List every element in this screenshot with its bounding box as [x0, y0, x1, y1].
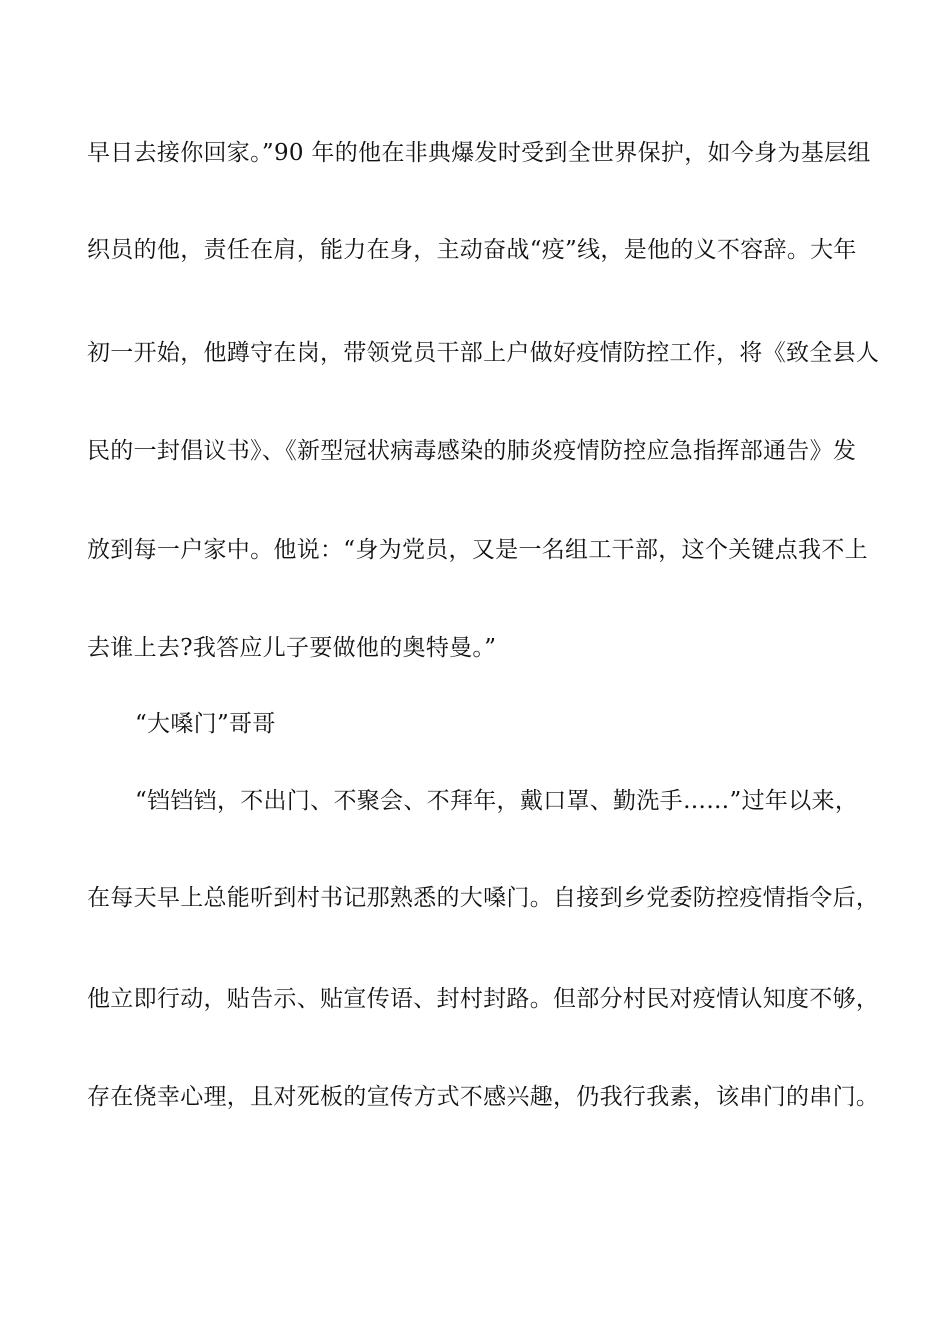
text-line: 织员的他，责任在肩，能力在身，主动奋战“疫”线，是他的义不容辞。大年: [87, 237, 857, 263]
text-line: 在每天早上总能听到村书记那熟悉的大嗓门。自接到乡党委防控疫情指令后，: [87, 885, 880, 911]
text-line: 早日去接你回家。”90 年的他在非典爆发时受到全世界保护，如今身为基层组: [87, 140, 871, 166]
section-heading: “大嗓门”哥哥: [135, 711, 276, 737]
text-line: 存在侥幸心理，且对死板的宣传方式不感兴趣，仍我行我素，该串门的串门。: [87, 1084, 880, 1110]
text-line: 他立即行动，贴告示、贴宣传语、封村封路。但部分村民对疫情认知度不够，: [87, 986, 880, 1012]
text-line: 民的一封倡议书》、《新型冠状病毒感染的肺炎疫情防控应急指挥部通告》发: [87, 438, 857, 464]
text-line: 放到每一户家中。他说：“身为党员，又是一名组工干部，这个关键点我不上: [87, 537, 868, 563]
text-line: “铛铛铛，不出门、不聚会、不拜年，戴口罩、勤洗手……”过年以来，: [135, 788, 859, 814]
text-line: 去谁上去?我答应儿子要做他的奥特曼。”: [87, 635, 497, 661]
text-line: 初一开始，他蹲守在岗，带领党员干部上户做好疫情防控工作，将《致全县人: [87, 340, 880, 366]
